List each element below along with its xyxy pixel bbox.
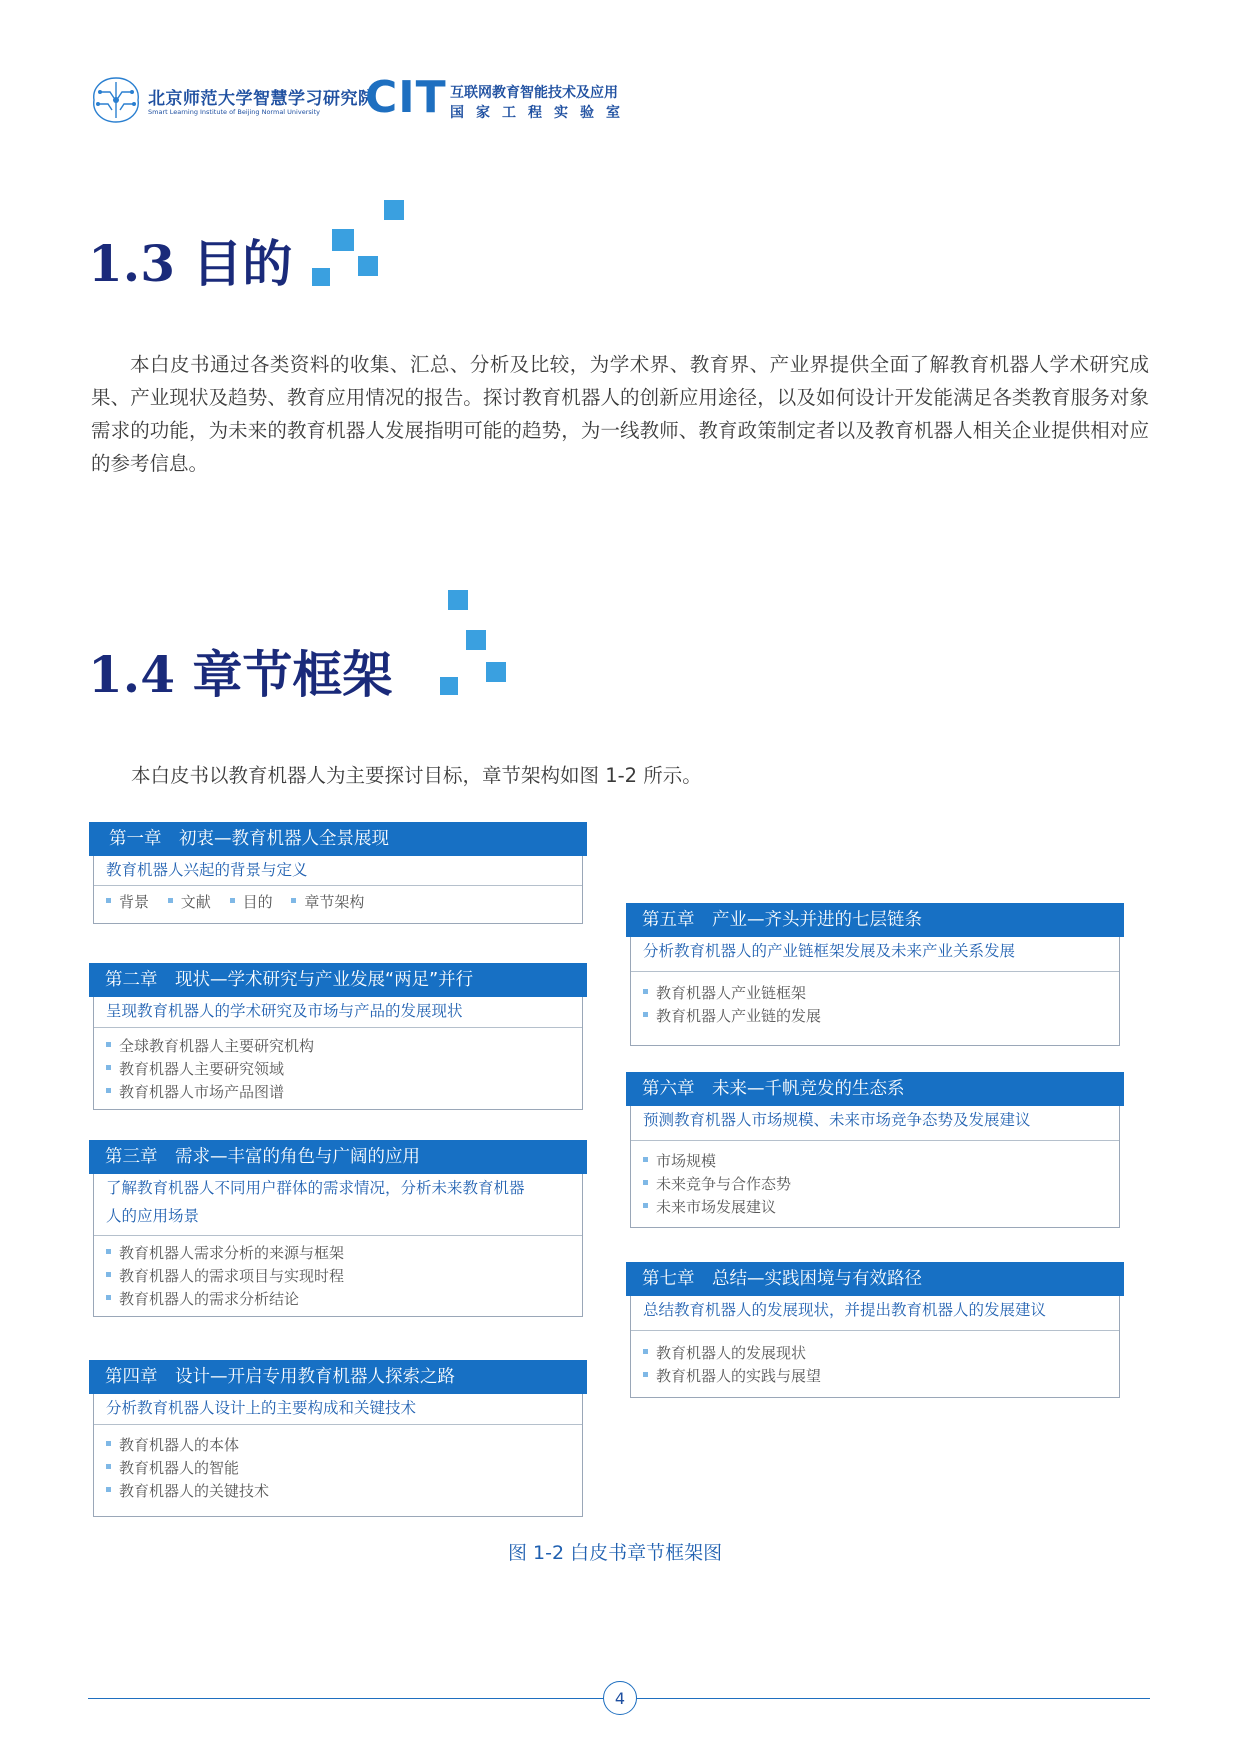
decor-square <box>358 256 378 276</box>
chapter-item: 教育机器人产业链的发展 <box>643 1005 1107 1028</box>
chapter-2-title: 第二章 现状—学术研究与产业发展“两足”并行 <box>89 963 587 997</box>
bullet-icon <box>106 1065 111 1070</box>
institute-name-en: Smart Learning Institute of Beijing Normal University <box>148 108 320 116</box>
chapter-3-subtitle-line2: 人的应用场景 <box>106 1207 200 1225</box>
chapter-7-subtitle: 总结教育机器人的发展现状，并提出教育机器人的发展建议 <box>643 1301 1047 1319</box>
chapter-1-title: 第一章 初衷—教育机器人全景展现 <box>89 822 587 856</box>
chapter-divider <box>631 1140 1119 1141</box>
section-1-3-paragraph: 本白皮书通过各类资料的收集、汇总、分析及比较，为学术界、教育界、产业界提供全面了解教育机器人学术研究成果、产业现状及趋势、教育应用情况的报告。探讨教育机器人的创新应用途径，以及如何设计开发能满足各类教育服务对象需求的功能，为未来的教育机器人发展指明可能的趋势，为一线教师、教育政策制定者以及教育机器人相关企业提供相对应的参考信息。 <box>91 353 1149 475</box>
chapter-4-box <box>93 1360 583 1517</box>
bullet-icon <box>643 1012 648 1017</box>
chapter-5-box <box>630 903 1120 1046</box>
decor-square <box>312 268 330 286</box>
chapter-1-body <box>93 856 583 924</box>
decor-square <box>332 229 354 251</box>
bullet-icon <box>106 1088 111 1093</box>
brain-circuit-icon <box>88 74 144 126</box>
bullet-icon <box>106 1441 111 1446</box>
bullet-icon <box>643 989 648 994</box>
section-1-4-intro: 本白皮书以教育机器人为主要探讨目标，章节架构如图 1-2 所示。 <box>131 764 702 787</box>
chapter-item: 未来市场发展建议 <box>643 1196 1107 1219</box>
cit-name-line1: 互联网教育智能技术及应用 <box>450 85 618 101</box>
bullet-icon <box>106 1249 111 1254</box>
chapter-item: 教育机器人需求分析的来源与框架 <box>106 1242 570 1265</box>
cit-mark: CIT <box>365 72 447 123</box>
bullet-icon <box>643 1349 648 1354</box>
chapter-item: 教育机器人市场产品图谱 <box>106 1081 570 1104</box>
chapter-5-title: 第五章 产业—齐头并进的七层链条 <box>626 903 1124 937</box>
chapter-4-title: 第四章 设计—开启专用教育机器人探索之路 <box>89 1360 587 1394</box>
chapter-3-box <box>93 1140 583 1317</box>
chapter-6-box <box>630 1072 1120 1228</box>
chapter-4-subtitle: 分析教育机器人设计上的主要构成和关键技术 <box>106 1399 417 1417</box>
chapter-1-subtitle: 教育机器人兴起的背景与定义 <box>106 861 308 879</box>
chapter-divider <box>94 1027 582 1028</box>
bullet-icon <box>106 898 111 903</box>
chapter-1-items <box>106 891 570 914</box>
chapter-4-body <box>93 1394 583 1517</box>
chapter-divider <box>94 1235 582 1236</box>
chapter-5-subtitle: 分析教育机器人的产业链框架发展及未来产业关系发展 <box>643 942 1016 960</box>
bullet-icon <box>106 1042 111 1047</box>
chapter-divider <box>94 885 582 886</box>
page-number: 4 <box>603 1681 637 1715</box>
decor-square <box>384 200 404 220</box>
chapter-item: 教育机器人的关键技术 <box>106 1480 570 1503</box>
chapter-item: 章节架构 <box>291 891 364 914</box>
chapter-item: 教育机器人的实践与展望 <box>643 1365 1107 1388</box>
bullet-icon <box>230 898 235 903</box>
cit-name-line2: 国家工程实验室 <box>450 105 632 121</box>
chapter-6-items <box>643 1150 1107 1219</box>
chapter-4-items <box>106 1434 570 1503</box>
chapter-1-box <box>93 822 583 924</box>
chapter-5-items <box>643 982 1107 1028</box>
cit-logo <box>365 72 635 128</box>
chapter-item: 市场规模 <box>643 1150 1107 1173</box>
chapter-item: 教育机器人的本体 <box>106 1434 570 1457</box>
chapter-3-subtitle-line1: 了解教育机器人不同用户群体的需求情况，分析未来教育机器 <box>106 1179 525 1197</box>
chapter-item: 全球教育机器人主要研究机构 <box>106 1035 570 1058</box>
bullet-icon <box>106 1272 111 1277</box>
chapter-6-body <box>630 1106 1120 1228</box>
bullet-icon <box>643 1372 648 1377</box>
chapter-item: 目的 <box>230 891 273 914</box>
institute-name-cn: 北京师范大学智慧学习研究院 <box>148 89 376 109</box>
figure-caption: 图 1-2 白皮书章节框架图 <box>508 1542 723 1564</box>
chapter-item: 文献 <box>168 891 211 914</box>
chapter-7-box <box>630 1262 1120 1398</box>
decor-square <box>486 662 506 682</box>
chapter-7-items <box>643 1342 1107 1388</box>
chapter-divider <box>631 971 1119 972</box>
chapter-item: 背景 <box>106 891 149 914</box>
chapter-7-title: 第七章 总结—实践困境与有效路径 <box>626 1262 1124 1296</box>
chapter-item: 教育机器人主要研究领域 <box>106 1058 570 1081</box>
bullet-icon <box>291 898 296 903</box>
bullet-icon <box>643 1157 648 1162</box>
chapter-2-body <box>93 997 583 1110</box>
chapter-2-subtitle: 呈现教育机器人的学术研究及市场与产品的发展现状 <box>106 1002 463 1020</box>
chapter-item: 未来竞争与合作态势 <box>643 1173 1107 1196</box>
bullet-icon <box>643 1203 648 1208</box>
chapter-divider <box>631 1330 1119 1331</box>
bullet-icon <box>106 1295 111 1300</box>
chapter-3-items <box>106 1242 570 1311</box>
section-1-3-title: 1.3 目的 <box>88 234 293 293</box>
section-1-4-title: 1.4 章节框架 <box>88 645 393 704</box>
chapter-item: 教育机器人的需求分析结论 <box>106 1288 570 1311</box>
bullet-icon <box>168 898 173 903</box>
chapter-3-body <box>93 1174 583 1317</box>
bullet-icon <box>106 1464 111 1469</box>
chapter-6-title: 第六章 未来—千帆竞发的生态系 <box>626 1072 1124 1106</box>
bullet-icon <box>106 1487 111 1492</box>
chapter-2-box <box>93 963 583 1110</box>
chapter-5-body <box>630 937 1120 1046</box>
chapter-divider <box>94 1424 582 1425</box>
chapter-3-title: 第三章 需求—丰富的角色与广阔的应用 <box>89 1140 587 1174</box>
chapter-item: 教育机器人的发展现状 <box>643 1342 1107 1365</box>
chapter-item: 教育机器人的需求项目与实现时程 <box>106 1265 570 1288</box>
chapter-6-subtitle: 预测教育机器人市场规模、未来市场竞争态势及发展建议 <box>643 1111 1031 1129</box>
chapter-item: 教育机器人的智能 <box>106 1457 570 1480</box>
decor-square <box>466 630 486 650</box>
chapter-7-body <box>630 1296 1120 1398</box>
bullet-icon <box>643 1180 648 1185</box>
chapter-2-items <box>106 1035 570 1104</box>
decor-square <box>440 677 458 695</box>
chapter-item: 教育机器人产业链框架 <box>643 982 1107 1005</box>
institute-logo <box>88 72 376 132</box>
decor-square <box>448 590 468 610</box>
